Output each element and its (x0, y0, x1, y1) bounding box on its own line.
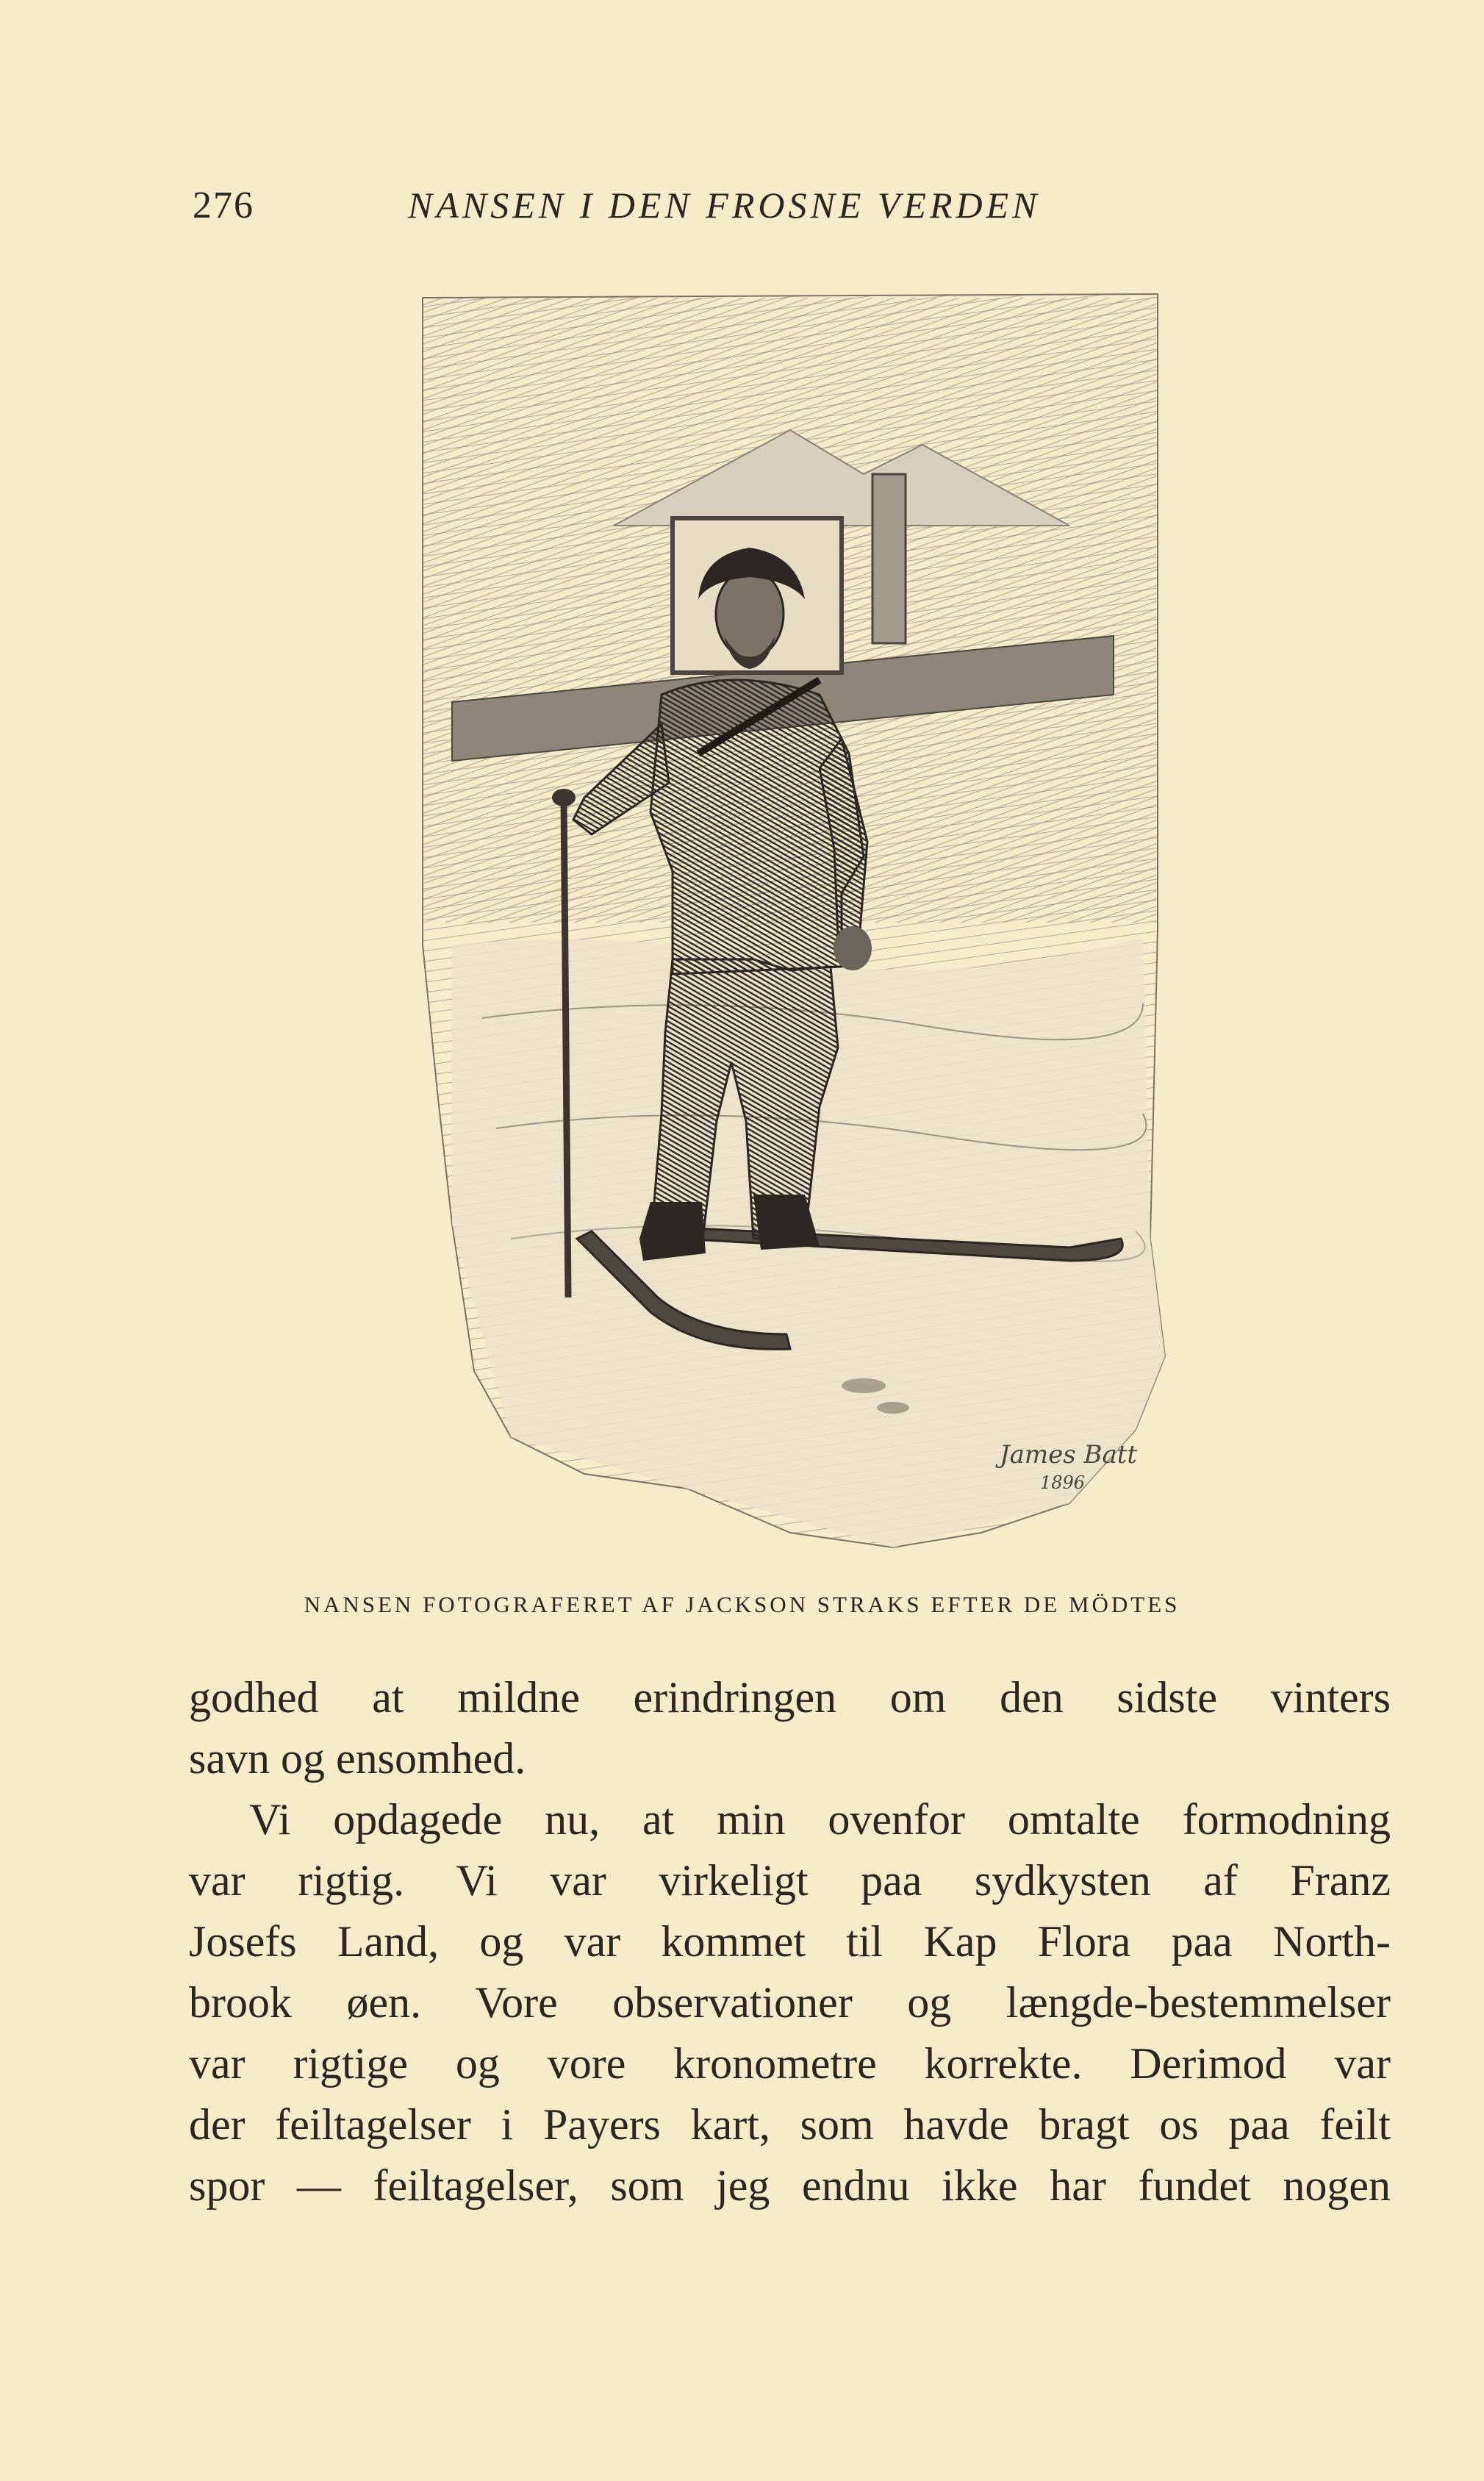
running-title: NANSEN I DEN FROSNE VERDEN (408, 185, 1041, 226)
page-number: 276 (193, 185, 254, 226)
artist-signature: James Batt (1000, 1440, 1138, 1469)
text-line: savn og ensomhed. (189, 1734, 526, 1783)
text-line: spor — feiltagelser, som jeg endnu ikke har fundet nogen (189, 2161, 1391, 2210)
text-line: brook øen. Vore observationer og længde-bestemmelser (189, 1978, 1391, 2027)
ski-pole (564, 798, 568, 1297)
engraving (408, 283, 1172, 1584)
signature-year: 1896 (1040, 1472, 1086, 1493)
illustration-nansen-on-skis (408, 283, 1172, 1584)
chimney (872, 474, 906, 643)
text-line: Vi opdagede nu, at min ovenfor omtalte formodning (249, 1795, 1391, 1844)
text-line: godhed at mildne erindringen om den sidste vinters (189, 1673, 1391, 1722)
text-line: der feiltagelser i Payers kart, som havde bragt os paa feilt (189, 2100, 1391, 2149)
text-line: var rigtig. Vi var virkeligt paa sydkysten af Franz (189, 1856, 1391, 1905)
body-text (189, 1667, 1391, 2216)
text-line: Josefs Land, og var kommet til Kap Flora paa North- (189, 1917, 1391, 1966)
text-line: var rigtige og vore kronometre korrekte. Derimod var (189, 2039, 1391, 2088)
boot-left (639, 1202, 706, 1261)
hand-right (834, 926, 872, 970)
figure-head (716, 570, 784, 658)
illustration-caption: NANSEN FOTOGRAFERET AF JACKSON STRAKS EFTER DE MÖDTES (304, 1592, 1180, 1617)
